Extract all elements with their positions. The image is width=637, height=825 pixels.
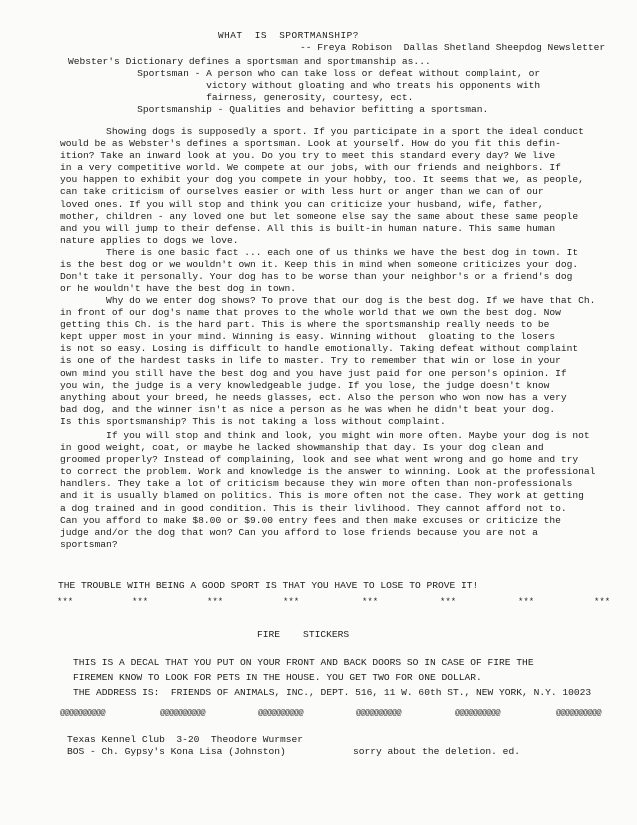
- star-mark: ***: [283, 597, 300, 607]
- text-line: to correct the problem. Work and knowledge is the answer to winning. Look at the professional: [60, 466, 596, 478]
- text-line: Why do we enter dog shows? To prove that our dog is the best dog. If we have that Ch.: [60, 295, 596, 306]
- text-line: is not so easy. Losing is difficult to handle emotionally. Taking defeat without complaint: [60, 343, 579, 355]
- text-line: There is one basic fact ... each one of us thinks we have the best dog in town. It: [60, 247, 579, 258]
- text-line: or he wouldn't have the best dog in town.: [60, 283, 297, 295]
- separator-mark: @@@@@@@@@@: [556, 708, 602, 718]
- byline: -- Freya Robison Dallas Shetland Sheepdog Newsletter: [300, 42, 606, 53]
- text-line: Is this sportsmanship? This is not taking a loss without complaint.: [60, 415, 446, 427]
- page-title: WHAT IS SPORTMANSHIP?: [218, 30, 359, 41]
- text-line: Showing dogs is supposedly a sport. If you participate in a sport the ideal conduct: [60, 126, 584, 137]
- star-mark: ***: [594, 597, 611, 607]
- separator-mark: @@@@@@@@@@: [455, 708, 501, 718]
- text-line: and it is usually blamed on politics. This is more often not the case. They work at getting: [60, 490, 584, 502]
- separator-mark: @@@@@@@@@@: [356, 708, 402, 718]
- star-mark: ***: [362, 597, 379, 607]
- definitions-block: [68, 56, 628, 116]
- kennel-club-line: Texas Kennel Club 3-20 Theodore Wurmser: [67, 734, 304, 745]
- text-line: ition? Take an inward look at you. Do you try to meet this standard every day? We live: [60, 150, 556, 162]
- separator-mark: @@@@@@@@@@: [60, 708, 106, 718]
- star-mark: ***: [132, 597, 149, 607]
- paragraph-3: [60, 295, 620, 428]
- definition-line: Sportsmanship - Qualities and behavior befitting a sportsman.: [68, 104, 489, 116]
- text-line: judge and/or the dog that won? Can you afford to lose friends because you are not a: [60, 526, 538, 538]
- definition-line: fairness, generosity, courtesy, ect.: [68, 92, 414, 104]
- closing-line: THE TROUBLE WITH BEING A GOOD SPORT IS THAT YOU HAVE TO LOSE TO PROVE IT!: [58, 580, 479, 591]
- star-mark: ***: [440, 597, 457, 607]
- paragraph-4: [60, 430, 620, 551]
- fire-line: FIREMEN KNOW TO LOOK FOR PETS IN THE HOUSE. YOU GET TWO FOR ONE DOLLAR.: [73, 672, 482, 683]
- text-line: would be as Webster's defines a sportsman. Look at yourself. How do you fit this defin-: [60, 138, 561, 150]
- text-line: you win, the judge is a very knowledgeable judge. If you lose, the judge doesn't know: [60, 379, 550, 391]
- definition-line: victory without gloating and who treats his opponents with: [68, 80, 541, 92]
- text-line: is the best dog or we wouldn't own it. Keep this in mind when someone criticizes your dog.: [60, 259, 579, 271]
- text-line: anything about your breed, he needs glasses, ect. Also the person who won now has a very: [60, 391, 567, 403]
- star-divider: [0, 597, 637, 611]
- text-line: sportsman?: [60, 538, 118, 550]
- paragraph-2: [60, 247, 620, 295]
- fire-line: THE ADDRESS IS: FRIENDS OF ANIMALS, INC., DEPT. 516, 11 W. 60th ST., NEW YORK, N.Y. 10023: [73, 687, 592, 698]
- text-line: own mind you still have the best dog and you have just paid for one person's opinion. If: [60, 367, 567, 379]
- fire-stickers-heading: FIRE STICKERS: [257, 629, 350, 640]
- star-mark: ***: [518, 597, 535, 607]
- text-line: loved ones. If you will stop and think you can criticize your husband, wife, father,: [60, 198, 544, 210]
- text-line: handlers. They take a lot of criticism because they win more often than non-professionals: [60, 478, 573, 490]
- text-line: groomed properly? Instead of complaining, look and see what went wrong and go home and try: [60, 454, 579, 466]
- text-line: getting this Ch. is the hard part. This is where the sportsmanship really needs to be: [60, 319, 550, 331]
- definition-line: Webster's Dictionary defines a sportsman and sportmanship as...: [68, 56, 431, 67]
- paragraph-1: [60, 126, 620, 247]
- separator-mark: @@@@@@@@@@: [258, 708, 304, 718]
- star-mark: ***: [207, 597, 224, 607]
- text-line: in front of our dog's name that proves to the whole world that we own the best dog. Now: [60, 307, 561, 319]
- definition-line: Sportsman - A person who can take loss or defeat without complaint, or: [68, 68, 541, 80]
- text-line: and you will jump to their defense. All this is built-in human nature. This same human: [60, 222, 556, 234]
- editor-note: sorry about the deletion. ed.: [353, 746, 520, 757]
- fire-line: THIS IS A DECAL THAT YOU PUT ON YOUR FRONT AND BACK DOORS SO IN CASE OF FIRE THE: [73, 657, 534, 668]
- star-mark: ***: [57, 597, 74, 607]
- text-line: nature applies to dogs we love.: [60, 234, 239, 246]
- text-line: in good weight, coat, or maybe he lacked showmanship that day. Is your dog clean and: [60, 442, 544, 454]
- text-line: kept upper most in your mind. Winning is easy. Winning without gloating to the losers: [60, 331, 556, 343]
- text-line: can take criticism of ourselves easier or with less hurt or anger than we can of our: [60, 186, 544, 198]
- text-line: a dog trained and in good condition. This is their livlihood. They cannot afford not to.: [60, 502, 567, 514]
- text-line: in a very competitive world. We compete at our jobs, with our friends and neighbors. If: [60, 162, 561, 174]
- fire-stickers-block: [73, 655, 633, 700]
- text-line: bad dog, and the winner isn't as nice a person as he was when he didn't beat your dog.: [60, 403, 556, 415]
- separator-mark: @@@@@@@@@@: [160, 708, 206, 718]
- text-line: Don't take it personally. Your dog has to be worse than your neighbor's or a friend's dog: [60, 271, 573, 283]
- text-line: If you will stop and think and look, you might win more often. Maybe your dog is not: [60, 430, 590, 441]
- bos-line: BOS - Ch. Gypsy's Kona Lisa (Johnston): [67, 746, 286, 757]
- text-line: mother, children - any loved one but let someone else say the same about these same people: [60, 210, 579, 222]
- text-line: is one of the hardest tasks in life to master. Try to remember that win or lose in your: [60, 355, 561, 367]
- at-sign-divider: [0, 708, 637, 720]
- text-line: Can you afford to make $8.00 or $9.00 entry fees and then make excuses or criticize the: [60, 514, 561, 526]
- text-line: you happen to exhibit your dog you compete in your hobby, too. It seems that we, as people,: [60, 174, 584, 186]
